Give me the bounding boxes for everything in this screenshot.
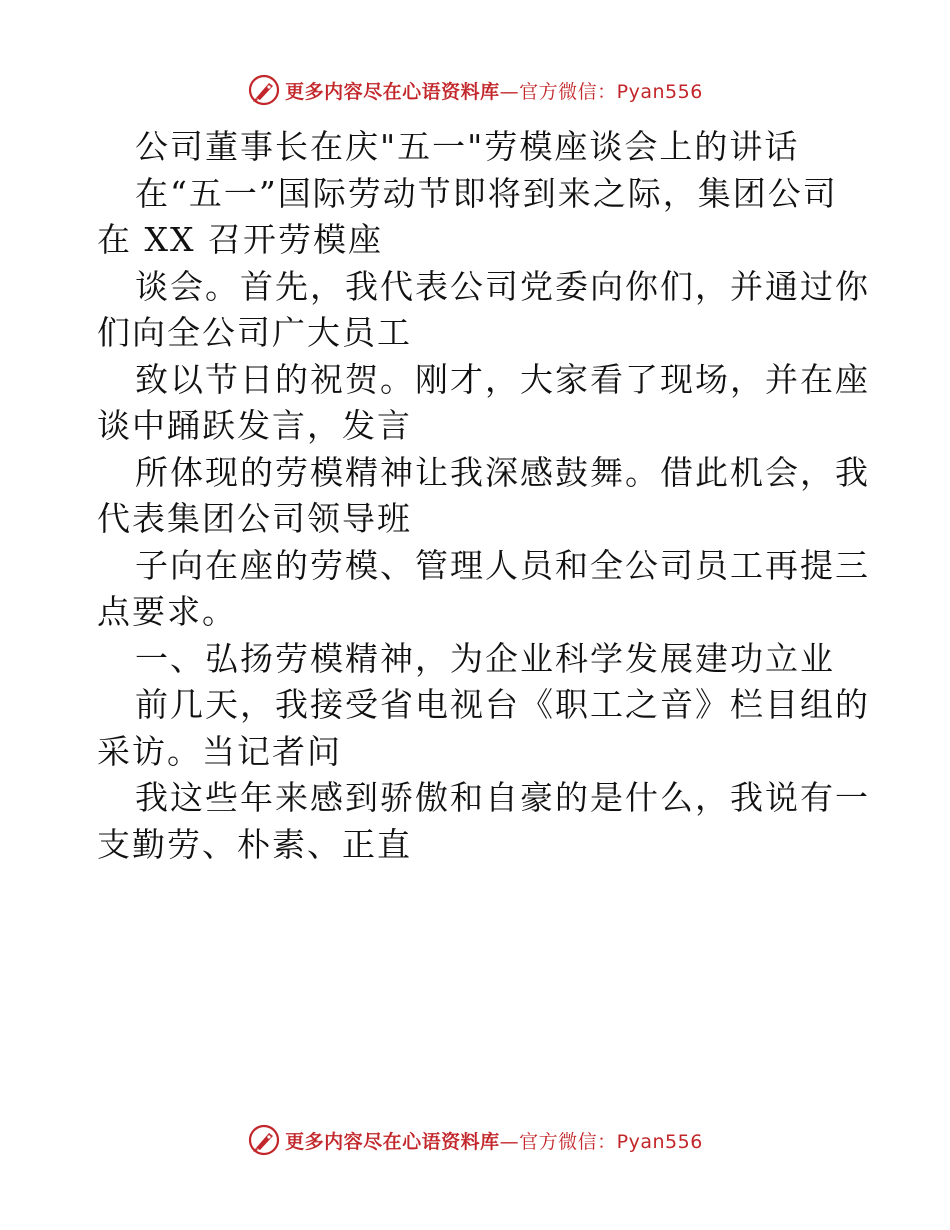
paragraph-line: 谈会。首先，我代表公司党委向你们，并通过你 bbox=[135, 266, 870, 306]
red-pen-nib-logo-icon bbox=[247, 1123, 281, 1157]
paragraph-line: 采访。当记者问 bbox=[97, 731, 342, 771]
header-watermark-banner bbox=[0, 70, 950, 110]
footer-banner-sub-text: —官方微信：Pyan556 bbox=[499, 1130, 703, 1153]
paragraph-line: 支勤劳、朴素、正直 bbox=[97, 824, 412, 864]
header-banner-main-text: 更多内容尽在心语资料库 bbox=[285, 80, 500, 103]
red-pen-nib-logo-icon bbox=[247, 73, 281, 107]
paragraph-line: 在“五一”国际劳动节即将到来之际，集团公司 bbox=[135, 173, 838, 213]
paragraph-line: 谈中踊跃发言，发言 bbox=[97, 406, 412, 445]
paragraph-line: 们向全公司广大员工 bbox=[97, 313, 412, 352]
paragraph-line: 所体现的劳模精神让我深感鼓舞。借此机会，我 bbox=[135, 452, 870, 492]
paragraph-line: 点要求。 bbox=[97, 592, 237, 631]
paragraph-line: 我这些年来感到骄傲和自豪的是什么，我说有一 bbox=[135, 778, 870, 817]
paragraph-line: 代表集团公司领导班 bbox=[97, 499, 412, 538]
footer-banner-main-text: 更多内容尽在心语资料库 bbox=[285, 1130, 500, 1153]
paragraph-line: 前几天，我接受省电视台《职工之音》栏目组的 bbox=[135, 685, 870, 724]
document-body bbox=[97, 124, 870, 868]
paragraph-line: 子向在座的劳模、管理人员和全公司员工再提三 bbox=[135, 545, 870, 585]
section-heading: 一、弘扬劳模精神，为企业科学发展建功立业 bbox=[135, 638, 835, 678]
footer-watermark-banner bbox=[0, 1120, 950, 1160]
header-banner-sub-text: —官方微信：Pyan556 bbox=[499, 80, 703, 103]
paragraph-line: 致以节日的祝贺。刚才，大家看了现场，并在座 bbox=[135, 359, 870, 399]
paragraph-line: 在 XX 召开劳模座 bbox=[97, 220, 383, 259]
document-title: 公司董事长在庆"五一"劳模座谈会上的讲话 bbox=[135, 127, 800, 166]
